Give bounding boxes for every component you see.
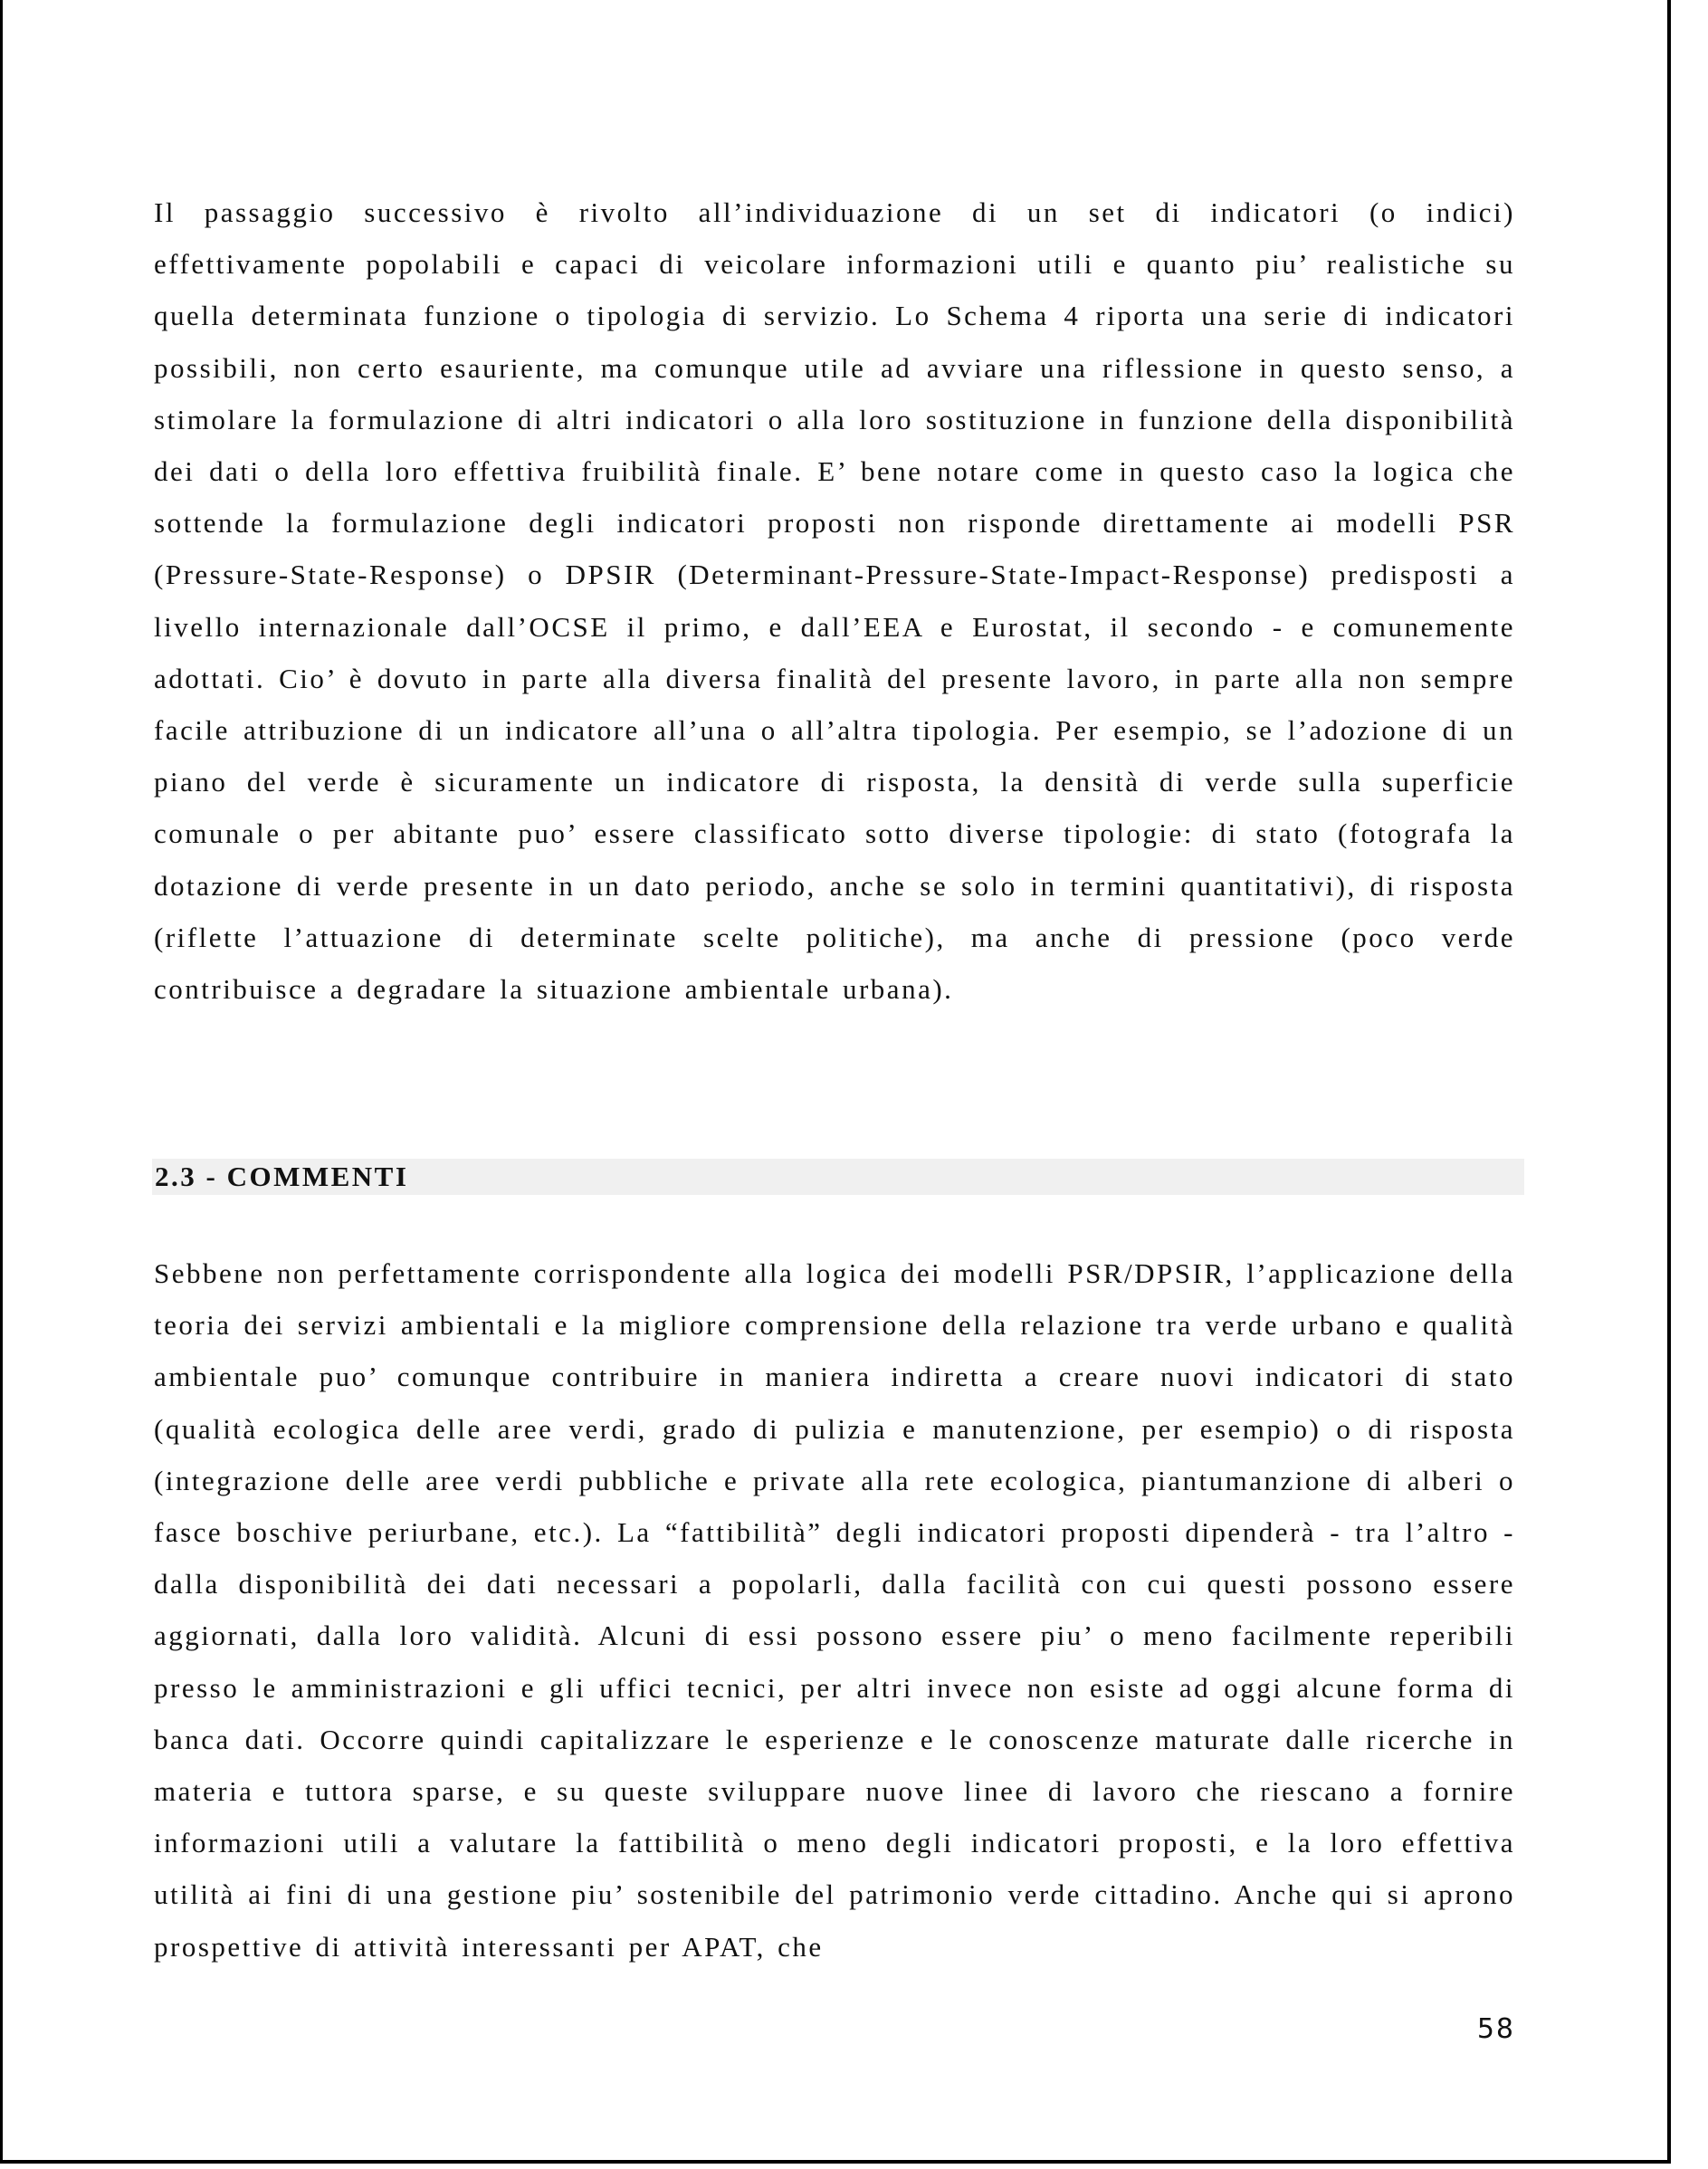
section-heading-commenti: 2.3 - COMMENTI: [152, 1159, 1524, 1195]
body-paragraph-comments: Sebbene non perfettamente corrispondente alla logica dei modelli PSR/DPSIR, l’applicazione della teoria dei servizi ambientali e la migliore comprensione della relazione tra verde urbano e qualità ambientale puo’ comunque contribuire in maniera indiretta a creare nuovi indicatori di stato (qualità ecologica delle aree verdi, grado di pulizia e manutenzione, per esempio) o di risposta (integrazione delle aree verdi pubbliche e private alla rete ecologica, piantumanzione di alberi o fasce boschive periurbane, etc.). La “fattibilità” degli indicatori proposti dipenderà - tra l’altro - dalla disponibilità dei dati necessari a popolarli, dalla facilità con cui questi possono essere aggiornati, dalla loro validità. Alcuni di essi possono essere piu’ o meno facilmente reperibili presso le amministrazioni e gli uffici tecnici, per altri invece non esiste ad oggi alcune forma di banca dati. Occorre quindi capitalizzare le esperienze e le conoscenze maturate dalle ricerche in materia e tuttora sparse, e su queste sviluppare nuove linee di lavoro che riescano a fornire informazioni utili a valutare la fattibilità o meno degli indicatori proposti, e la loro effettiva utilità ai fini di una gestione piu’ sostenibile del patrimonio verde cittadino. Anche qui si aprono prospettive di attività interessanti per APAT, che: [154, 1257, 1515, 1963]
page-number: 58: [1476, 2013, 1515, 2045]
body-paragraph-indicators: Il passaggio successivo è rivolto all’individuazione di un set di indicatori (o indici) effettivamente popolabili e capaci di veicolare informazioni utili e quanto piu’ realistiche su quella determinata funzione o tipologia di servizio. Lo Schema 4 riporta una serie di indicatori possibili, non certo esauriente, ma comunque utile ad avviare una riflessione in questo senso, a stimolare la formulazione di altri indicatori o alla loro sostituzione in funzione della disponibilità dei dati o della loro effettiva fruibilità finale. E’ bene notare come in questo caso la logica che sottende la formulazione degli indicatori proposti non risponde direttamente ai modelli PSR (Pressure-State-Response) o DPSIR (Determinant-Pressure-State-Impact-Response) predisposti a livello internazionale dall’OCSE il primo, e dall’EEA e Eurostat, il secondo - e comunemente adottati. Cio’ è dovuto in parte alla diversa finalità del presente lavoro, in parte alla non sempre facile attribuzione di un indicatore all’una o all’altra tipologia. Per esempio, se l’adozione di un piano del verde è sicuramente un indicatore di risposta, la densità di verde sulla superficie comunale o per abitante puo’ essere classificato sotto diverse tipologie: di stato (fotografa la dotazione di verde presente in un dato periodo, anche se solo in termini quantitativi), di risposta (riflette l’attuazione di determinate scelte politiche), ma anche di pressione (poco verde contribuisce a degradare la situazione ambientale urbana).: [154, 196, 1515, 1006]
